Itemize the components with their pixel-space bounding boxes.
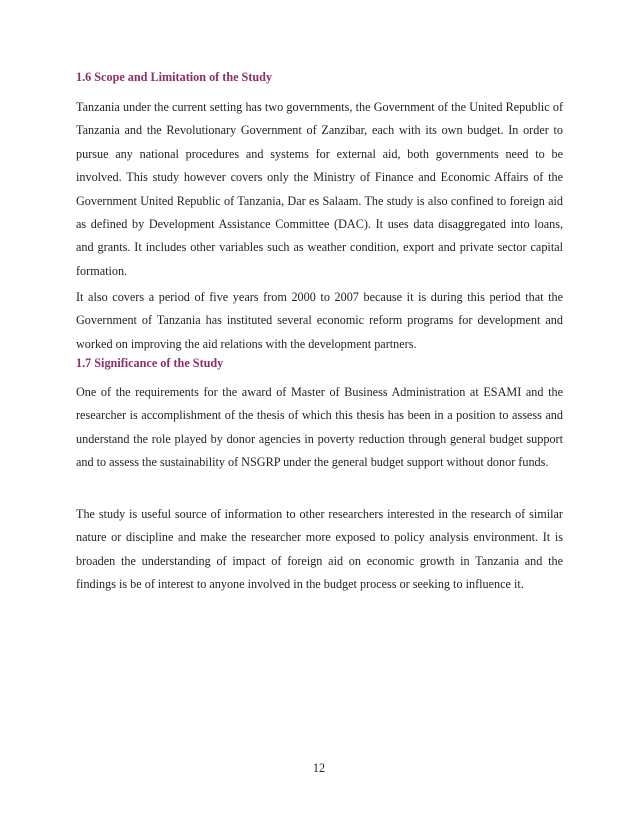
paragraph-scope-governments: Tanzania under the current setting has two governments, the Government of the United Republic of Tanzania and the Revolutionary Government of Zanzibar, each with its own budget. In order to pursue any national procedures and systems for external aid, both governments need to be involved. This study however covers only the Ministry of Finance and Economic Affairs of the Government United Republic of Tanzania, Dar es Salaam. The study is also confined to foreign aid as defined by Development Assistance Committee (DAC). It uses data disaggregated into loans, and grants. It includes other variables such as weather condition, export and private sector capital formation. xyxy=(76,100,563,278)
page-number: 12 xyxy=(312,761,326,775)
paragraph-scope-period: It also covers a period of five years from 2000 to 2007 because it is during this period that the Government of Tanzania has instituted several economic reform programs for development and worked on improving the aid relations with the development partners. xyxy=(76,290,563,351)
paragraph-significance-requirements: One of the requirements for the award of Master of Business Administration at ESAMI and the researcher is accomplishment of the thesis of which this thesis has been in a position to assess and understand the role played by donor agencies in poverty reduction through general budget support and to assess the sustainability of NSGRP under the general budget support without donor funds. xyxy=(76,385,563,470)
section-heading-significance: 1.7 Significance of the Study xyxy=(76,356,224,370)
section-heading-scope: 1.6 Scope and Limitation of the Study xyxy=(76,70,273,84)
paragraph-significance-usefulness: The study is useful source of information to other researchers interested in the research of similar nature or discipline and make the researcher more exposed to policy analysis environment. It is broaden the understanding of impact of foreign aid on economic growth in Tanzania and the findings is be of interest to anyone involved in the budget process or seeking to influence it. xyxy=(76,507,563,592)
